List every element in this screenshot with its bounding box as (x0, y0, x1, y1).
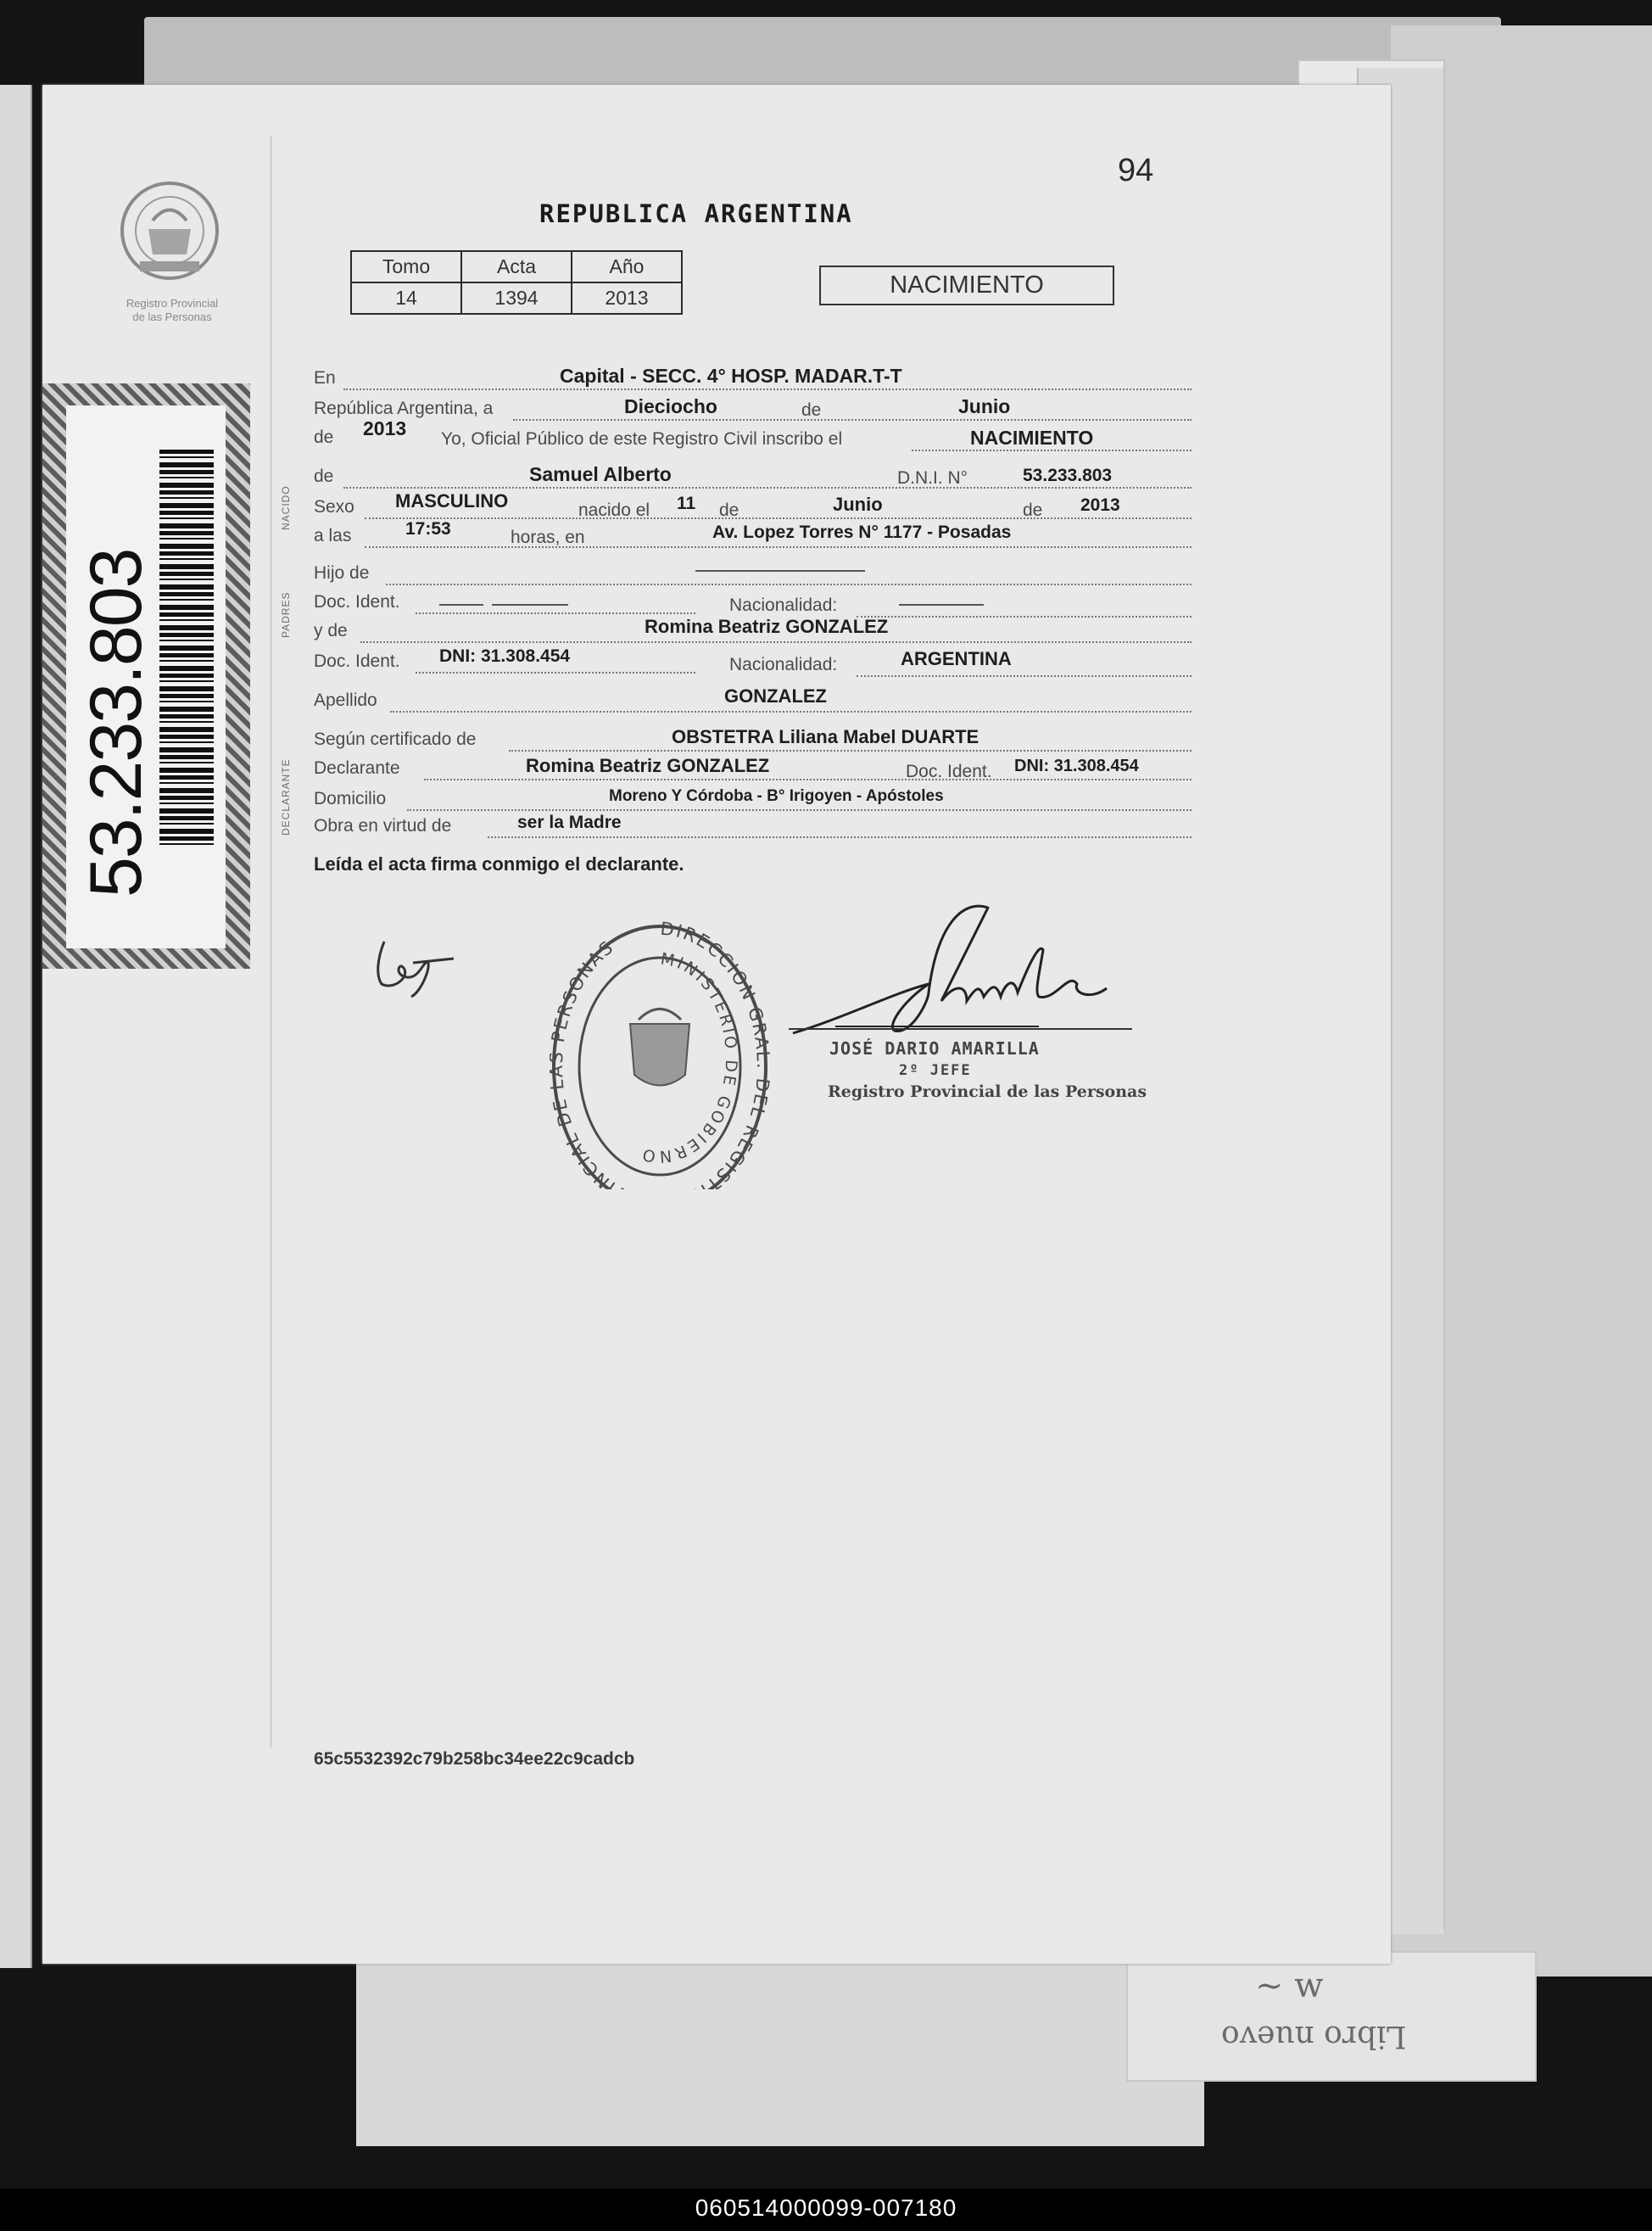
value-day-words: Dieciocho (624, 395, 717, 417)
province-seal-icon (106, 170, 233, 305)
value-birth-year: 2013 (1080, 495, 1120, 515)
dotted-line (390, 711, 1192, 713)
value-address: Moreno Y Córdoba - B° Irigoyen - Apóstoles (609, 787, 944, 805)
label-de: de (1023, 500, 1043, 520)
dotted-line (360, 641, 1192, 643)
seal-caption-line1: Registro Provincial (126, 297, 219, 310)
label-surname: Apellido (314, 691, 377, 710)
dotted-line (407, 809, 1192, 811)
label-de: de (801, 400, 822, 420)
label-dni: D.N.I. N° (897, 468, 968, 488)
value-time: 17:53 (405, 519, 451, 539)
label-de: de (314, 428, 334, 447)
dotted-line (513, 419, 1192, 421)
stamp-inner-text: MINISTERIO DE GOBIERNO (638, 949, 741, 1166)
blank-dash (439, 604, 483, 606)
label-doc-ident: Doc. Ident. (314, 592, 400, 612)
document-hash: 65c5532392c79b258bc34ee22c9cadcb (314, 1749, 635, 1769)
page-number: 94 (1118, 153, 1154, 188)
dotted-line (912, 450, 1192, 451)
label-sex: Sexo (314, 497, 354, 517)
dotted-line (416, 672, 695, 674)
side-label-born: NACIDO (280, 485, 292, 530)
sticky-note (1126, 1951, 1537, 2082)
left-cover (0, 85, 32, 1968)
blank-dash (695, 570, 865, 572)
label-de: de (719, 500, 739, 520)
value-mother-doc: DNI: 31.308.454 (439, 646, 571, 666)
label-de: de (314, 467, 334, 486)
side-label-parents: PADRES (280, 591, 292, 638)
blank-dash (492, 604, 568, 606)
label-en: En (314, 368, 336, 388)
record-type-box: NACIMIENTO (819, 266, 1114, 305)
label-hours: horas, en (511, 528, 585, 547)
official-name: JOSÉ DARIO AMARILLA (829, 1038, 1040, 1059)
value-certificate: OBSTETRA Liliana Mabel DUARTE (672, 726, 979, 747)
label-certificate: Según certificado de (314, 730, 477, 749)
barcode-icon (159, 450, 214, 848)
dotted-line (386, 584, 1192, 585)
under-sheet (356, 1934, 1204, 2146)
label-and-of: y de (314, 621, 348, 640)
margin-line (270, 136, 272, 1747)
book-reference-table (350, 250, 683, 315)
book-header-ano: Año (572, 251, 682, 282)
value-birth-day: 11 (677, 494, 696, 513)
dotted-line (857, 675, 1192, 677)
label-doc-ident: Doc. Ident. (906, 762, 992, 781)
value-name: Samuel Alberto (529, 463, 672, 485)
book-header-tomo: Tomo (351, 251, 461, 282)
official-stamp (550, 884, 770, 1194)
label-at: a las (314, 526, 352, 545)
value-year: 2013 (363, 417, 407, 439)
sticker-dni-number: 53.233.803 (75, 549, 157, 897)
side-label-declarant: DECLARANTE (280, 758, 292, 836)
value-birth-month: Junio (833, 494, 883, 515)
label-doc-ident: Doc. Ident. (314, 651, 400, 671)
closing-statement: Leída el acta firma conmigo el declarante. (314, 853, 684, 875)
label-capacity: Obra en virtud de (314, 816, 452, 836)
dotted-line (488, 836, 1192, 838)
book-value-tomo: 14 (351, 282, 461, 314)
value-mother-nationality: ARGENTINA (901, 648, 1012, 669)
value-declarant: Romina Beatriz GONZALEZ (526, 755, 770, 776)
dotted-line (343, 487, 1192, 489)
label-born-on: nacido el (578, 500, 650, 520)
value-month: Junio (958, 395, 1011, 417)
dotted-line (416, 612, 695, 614)
country-title: REPUBLICA ARGENTINA (539, 199, 853, 228)
dotted-line (365, 517, 1192, 519)
value-birth-place: Av. Lopez Torres N° 1177 - Posadas (712, 523, 1012, 542)
dotted-line (424, 779, 1192, 780)
value-inscribed: NACIMIENTO (970, 427, 1094, 449)
seal-caption (100, 297, 244, 324)
stamp-outer-text: DIRECCION GR EL REGIST INCIAL DE PERSONAS (550, 918, 770, 1189)
signature-line (789, 1028, 1132, 1030)
value-surname: GONZALEZ (724, 685, 827, 707)
official-registry: Registro Provincial de las Personas (828, 1082, 1147, 1101)
value-place: Capital - SECC. 4° HOSP. MADAR.T-T (560, 365, 902, 387)
label-child-of: Hijo de (314, 563, 370, 583)
sticky-note-text: Libro nuevo (1221, 2019, 1407, 2054)
label-republic: República Argentina, a (314, 399, 494, 418)
dotted-line (857, 616, 1192, 618)
label-nationality: Nacionalidad: (729, 655, 838, 674)
dotted-line (365, 546, 1192, 548)
footer-id: 060514000099-007180 (695, 2195, 957, 2221)
label-address: Domicilio (314, 789, 387, 808)
label-nationality: Nacionalidad: (729, 595, 838, 615)
book-header-acta: Acta (461, 251, 572, 282)
value-sex: MASCULINO (395, 490, 509, 512)
seal-caption-line2: de las Personas (132, 310, 212, 323)
official-signature (784, 891, 1141, 1048)
value-mother-name: Romina Beatriz GONZALEZ (645, 616, 889, 637)
value-dni: 53.233.803 (1023, 466, 1113, 485)
dotted-line (509, 750, 1192, 752)
dotted-line (343, 389, 1192, 390)
blank-dash (899, 604, 984, 606)
value-declarant-doc: DNI: 31.308.454 (1014, 757, 1139, 775)
value-capacity: ser la Madre (517, 813, 622, 832)
sticky-note-mark: ~ w (1255, 1966, 1324, 2005)
label-declarant: Declarante (314, 758, 400, 778)
book-value-ano: 2013 (572, 282, 682, 314)
declarant-signature (360, 925, 479, 1005)
book-value-acta: 1394 (461, 282, 572, 314)
label-official-text: Yo, Oficial Público de este Registro Civil inscribo el (441, 429, 843, 449)
official-title: 2º JEFE (899, 1062, 972, 1079)
